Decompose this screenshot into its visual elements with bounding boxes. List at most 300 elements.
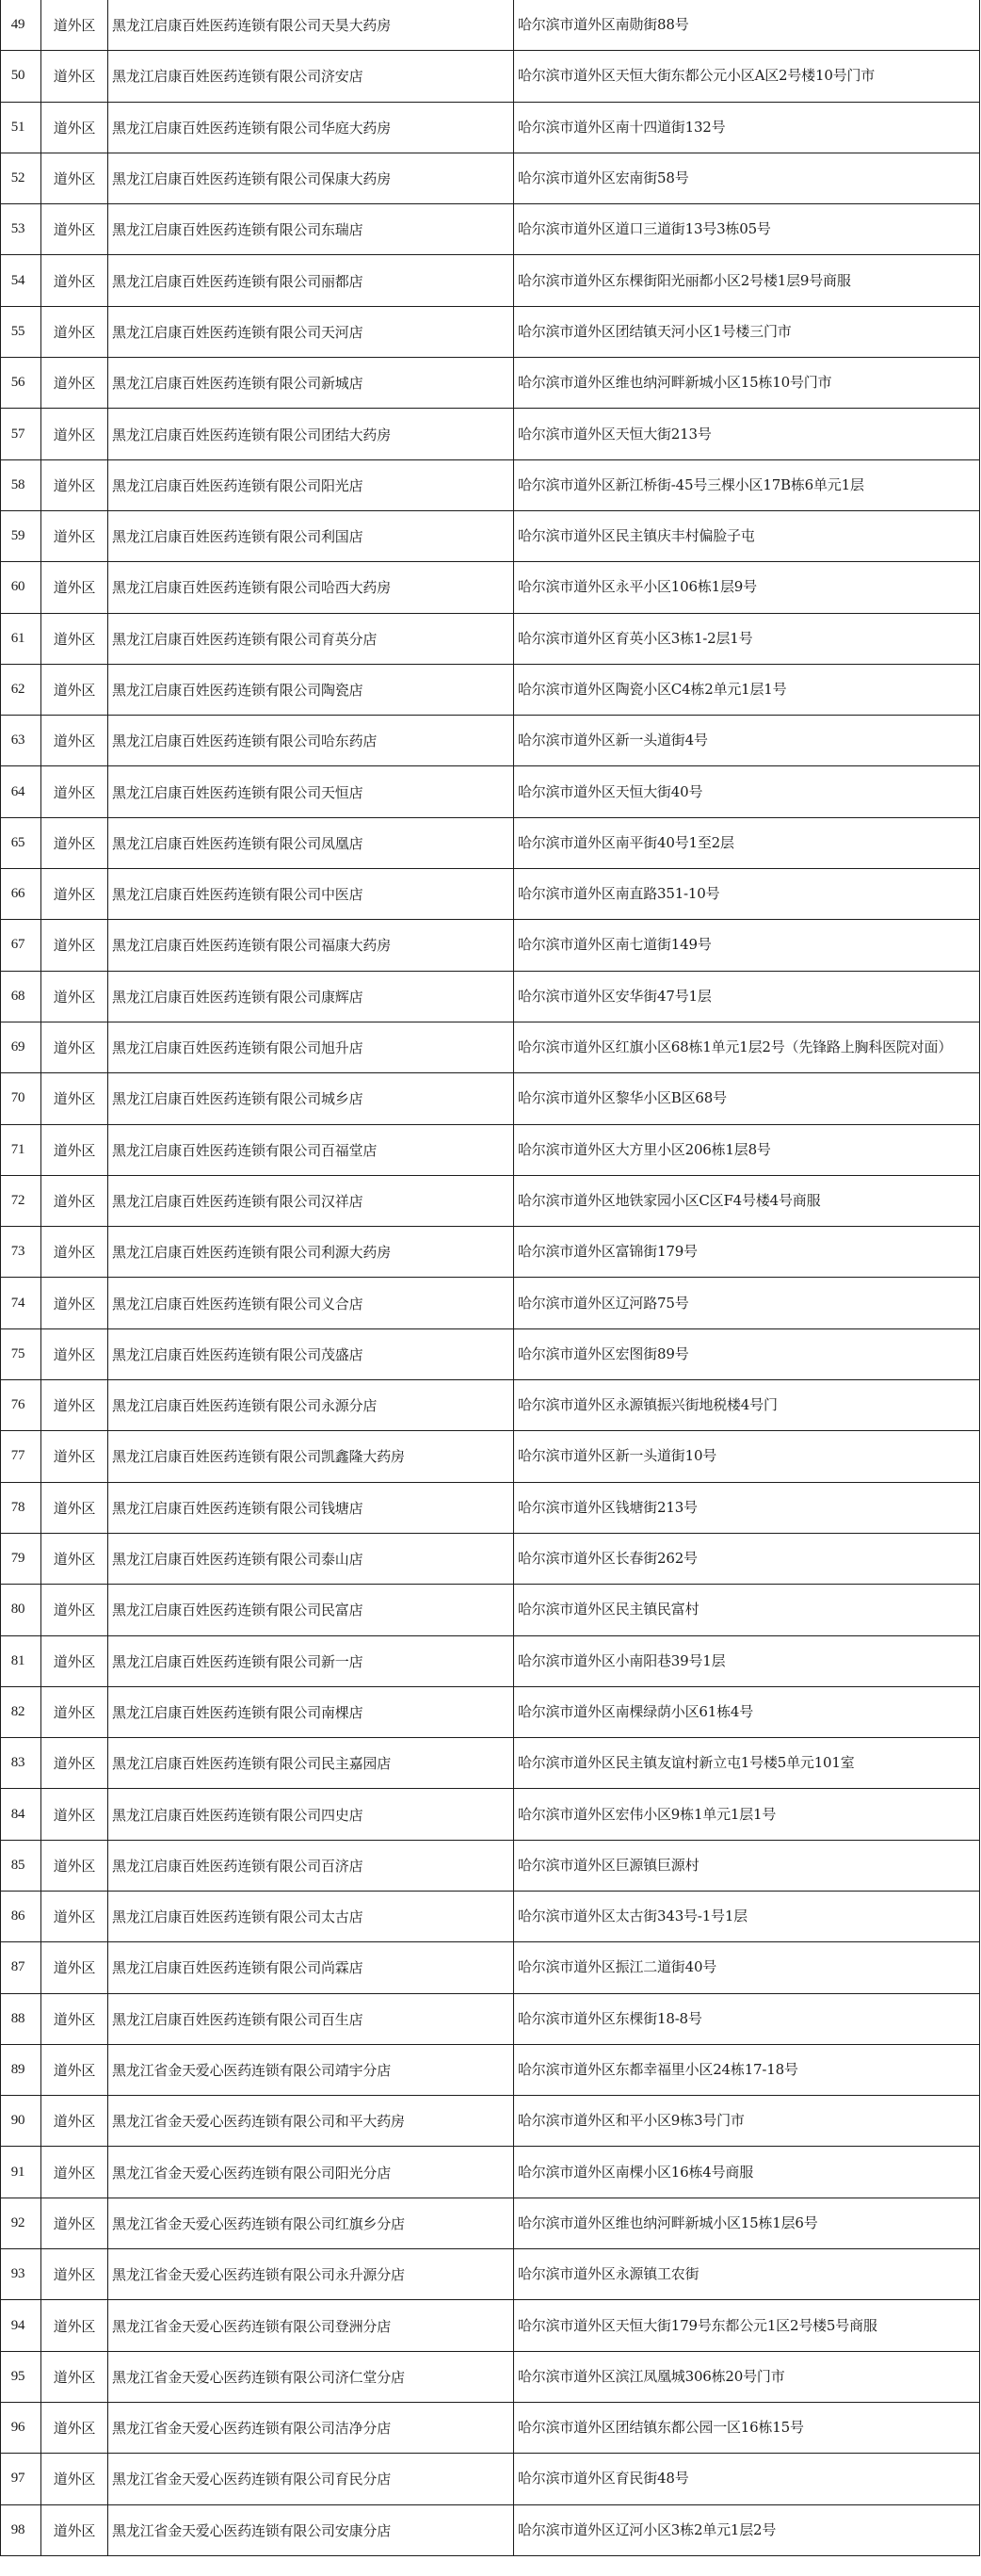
district: 道外区 <box>53 1499 96 1517</box>
row-number-cell <box>1 2096 41 2147</box>
pharmacy-name-cell <box>108 2454 514 2504</box>
district-cell <box>41 51 108 102</box>
row-number: 72 <box>10 1192 25 1208</box>
row-number: 65 <box>10 834 25 850</box>
pharmacy-name: 黑龙江启康百姓医药连锁有限公司凯鑫隆大药房 <box>112 1448 405 1466</box>
pharmacy-name-cell <box>108 0 514 51</box>
district-cell <box>41 920 108 971</box>
row-number: 52 <box>10 170 25 186</box>
table-row <box>1 562 980 613</box>
table-row <box>1 2351 980 2402</box>
table-row <box>1 2454 980 2504</box>
address: 哈尔滨市道外区太古街343号-1号1层 <box>518 1908 748 1925</box>
row-number: 80 <box>10 1602 25 1618</box>
address: 哈尔滨市道外区振江二道街40号 <box>518 1958 717 1976</box>
table-row <box>1 716 980 766</box>
pharmacy-name-cell <box>108 2044 514 2095</box>
pharmacy-name: 黑龙江省金天爱心医药连锁有限公司洁净分店 <box>112 2420 392 2438</box>
row-number: 64 <box>10 783 25 799</box>
district-cell <box>41 1124 108 1175</box>
pharmacy-name-cell <box>108 920 514 971</box>
row-number-cell <box>1 306 41 357</box>
row-number-cell <box>1 1686 41 1737</box>
address: 哈尔滨市道外区天恒大街40号 <box>518 782 703 800</box>
pharmacy-name: 黑龙江启康百姓医药连锁有限公司育英分店 <box>112 630 378 648</box>
address: 哈尔滨市道外区育民街48号 <box>518 2470 689 2487</box>
row-number: 98 <box>10 2521 25 2537</box>
table-row <box>1 1533 980 1584</box>
address-cell <box>514 664 980 715</box>
district-cell <box>41 1993 108 2044</box>
address: 哈尔滨市道外区大方里小区206栋1层8号 <box>518 1140 771 1158</box>
pharmacy-name: 黑龙江启康百姓医药连锁有限公司华庭大药房 <box>112 119 392 137</box>
table-row <box>1 1635 980 1686</box>
row-number: 85 <box>10 1857 25 1873</box>
address: 哈尔滨市道外区新江桥街-45号三棵小区17B栋6单元1层 <box>518 475 864 493</box>
address: 哈尔滨市道外区宏南街58号 <box>518 169 689 187</box>
row-number-cell <box>1 0 41 51</box>
address: 哈尔滨市道外区南棵小区16栋4号商服 <box>518 2163 754 2181</box>
table-row <box>1 2096 980 2147</box>
district-cell <box>41 1635 108 1686</box>
pharmacy-name: 黑龙江启康百姓医药连锁有限公司中医店 <box>112 886 363 904</box>
address: 哈尔滨市道外区辽河路75号 <box>518 1294 689 1312</box>
address-cell <box>514 2198 980 2248</box>
pharmacy-name: 黑龙江启康百姓医药连锁有限公司百济店 <box>112 1857 363 1875</box>
address-cell <box>514 1175 980 1226</box>
pharmacy-name: 黑龙江启康百姓医药连锁有限公司新一店 <box>112 1652 363 1670</box>
pharmacy-name: 黑龙江启康百姓医药连锁有限公司济安店 <box>112 68 363 86</box>
table-row <box>1 255 980 306</box>
pharmacy-name-cell <box>108 459 514 510</box>
district: 道外区 <box>53 1551 96 1569</box>
district: 道外区 <box>53 17 96 35</box>
district-cell <box>41 1431 108 1482</box>
district-cell <box>41 255 108 306</box>
pharmacy-name-cell <box>108 1328 514 1379</box>
address: 哈尔滨市道外区民主镇友谊村新立屯1号楼5单元101室 <box>518 1754 855 1772</box>
district: 道外区 <box>53 886 96 904</box>
pharmacy-name-cell <box>108 1073 514 1124</box>
pharmacy-name-cell <box>108 102 514 153</box>
row-number-cell <box>1 2198 41 2248</box>
district: 道外区 <box>53 1397 96 1415</box>
row-number: 60 <box>10 579 25 595</box>
address: 哈尔滨市道外区新一头道街4号 <box>518 732 708 749</box>
pharmacy-name-cell <box>108 51 514 102</box>
district: 道外区 <box>53 1345 96 1363</box>
pharmacy-name-cell <box>108 1891 514 1941</box>
district-cell <box>41 971 108 1022</box>
district-cell <box>41 1891 108 1941</box>
pharmacy-name: 黑龙江启康百姓医药连锁有限公司泰山店 <box>112 1551 363 1569</box>
table-row <box>1 1073 980 1124</box>
address-cell <box>514 1585 980 1635</box>
district-cell <box>41 817 108 868</box>
pharmacy-name-cell <box>108 2147 514 2198</box>
district-cell <box>41 510 108 561</box>
pharmacy-name-cell <box>108 1585 514 1635</box>
address-cell <box>514 1328 980 1379</box>
table-row <box>1 1022 980 1072</box>
address-cell <box>514 1073 980 1124</box>
row-number: 62 <box>10 682 25 697</box>
pharmacy-name: 黑龙江省金天爱心医药连锁有限公司登洲分店 <box>112 2317 392 2335</box>
district-cell <box>41 664 108 715</box>
pharmacy-name: 黑龙江启康百姓医药连锁有限公司民主嘉园店 <box>112 1755 392 1773</box>
district-cell <box>41 1380 108 1431</box>
row-number: 55 <box>10 323 25 339</box>
row-number-cell <box>1 562 41 613</box>
address-cell <box>514 1431 980 1482</box>
district: 道外区 <box>53 1295 96 1312</box>
pharmacy-name-cell <box>108 306 514 357</box>
address: 哈尔滨市道外区道口三道街13号3栋05号 <box>518 220 771 238</box>
table-row <box>1 306 980 357</box>
row-number: 88 <box>10 2010 25 2026</box>
row-number-cell <box>1 2454 41 2504</box>
address-cell <box>514 459 980 510</box>
district: 道外区 <box>53 783 96 801</box>
address-cell <box>514 1533 980 1584</box>
address: 哈尔滨市道外区永源镇振兴街地税楼4号门 <box>518 1396 778 1414</box>
address-cell <box>514 1993 980 2044</box>
district: 道外区 <box>53 2471 96 2488</box>
table-row <box>1 664 980 715</box>
pharmacy-name: 黑龙江启康百姓医药连锁有限公司利国店 <box>112 528 363 546</box>
address-cell <box>514 817 980 868</box>
district: 道外区 <box>53 1908 96 1926</box>
pharmacy-name: 黑龙江启康百姓医药连锁有限公司天恒店 <box>112 783 363 801</box>
address-cell <box>514 2044 980 2095</box>
row-number-cell <box>1 1993 41 2044</box>
address: 哈尔滨市道外区新一头道街10号 <box>518 1447 717 1465</box>
pharmacy-name-cell <box>108 664 514 715</box>
table-row <box>1 1891 980 1941</box>
row-number: 56 <box>10 375 25 391</box>
address: 哈尔滨市道外区南七道街149号 <box>518 936 712 954</box>
district-cell <box>41 0 108 51</box>
table-row <box>1 1328 980 1379</box>
row-number: 96 <box>10 2420 25 2436</box>
address: 哈尔滨市道外区团结镇东都公园一区16栋15号 <box>518 2419 804 2437</box>
row-number-cell <box>1 2351 41 2402</box>
pharmacy-name-cell <box>108 1840 514 1891</box>
district-cell <box>41 2249 108 2300</box>
pharmacy-name-cell <box>108 255 514 306</box>
district: 道外区 <box>53 1959 96 1977</box>
district-cell <box>41 869 108 920</box>
address-cell <box>514 1789 980 1840</box>
row-number-cell <box>1 1533 41 1584</box>
pharmacy-name: 黑龙江启康百姓医药连锁有限公司百生店 <box>112 2010 363 2028</box>
row-number-cell <box>1 1482 41 1533</box>
pharmacy-name-cell <box>108 510 514 561</box>
row-number: 82 <box>10 1703 25 1719</box>
address: 哈尔滨市道外区宏图街89号 <box>518 1344 689 1362</box>
row-number: 73 <box>10 1244 25 1260</box>
district: 道外区 <box>53 2420 96 2438</box>
pharmacy-name: 黑龙江启康百姓医药连锁有限公司天河店 <box>112 323 363 341</box>
district: 道外区 <box>53 1652 96 1670</box>
district: 道外区 <box>53 426 96 443</box>
pharmacy-name-cell <box>108 358 514 409</box>
row-number-cell <box>1 1073 41 1124</box>
address-cell <box>514 562 980 613</box>
pharmacy-name-cell <box>108 971 514 1022</box>
address: 哈尔滨市道外区天恒大街179号东都公元1区2号楼5号商服 <box>518 2316 877 2334</box>
pharmacy-name-cell <box>108 2351 514 2402</box>
row-number-cell <box>1 1942 41 1993</box>
table-row <box>1 869 980 920</box>
address-cell <box>514 2351 980 2402</box>
district-cell <box>41 1073 108 1124</box>
table-row <box>1 1738 980 1789</box>
row-number: 77 <box>10 1448 25 1464</box>
district: 道外区 <box>53 1755 96 1773</box>
address-cell <box>514 1482 980 1533</box>
pharmacy-name-cell <box>108 2198 514 2248</box>
row-number: 84 <box>10 1806 25 1822</box>
row-number-cell <box>1 1585 41 1635</box>
district: 道外区 <box>53 119 96 137</box>
district: 道外区 <box>53 2266 96 2284</box>
row-number-cell <box>1 2249 41 2300</box>
district: 道外区 <box>53 682 96 699</box>
table-row <box>1 1942 980 1993</box>
address-cell <box>514 613 980 664</box>
district-cell <box>41 1328 108 1379</box>
row-number-cell <box>1 459 41 510</box>
address: 哈尔滨市道外区团结镇天河小区1号楼三门市 <box>518 322 792 340</box>
address: 哈尔滨市道外区陶瓷小区C4栋2单元1层1号 <box>518 681 787 698</box>
district-cell <box>41 1840 108 1891</box>
row-number: 91 <box>10 2164 25 2180</box>
district: 道外区 <box>53 2521 96 2539</box>
pharmacy-name: 黑龙江启康百姓医药连锁有限公司哈东药店 <box>112 733 378 750</box>
address: 哈尔滨市道外区民主镇民富村 <box>518 1601 700 1618</box>
district-cell <box>41 1175 108 1226</box>
district: 道外区 <box>53 1857 96 1875</box>
table-row <box>1 2044 980 2095</box>
district: 道外区 <box>53 1039 96 1057</box>
row-number: 53 <box>10 221 25 237</box>
table-row <box>1 766 980 817</box>
address: 哈尔滨市道外区滨江凤凰城306栋20号门市 <box>518 2367 785 2385</box>
address: 哈尔滨市道外区南棵绿荫小区61栋4号 <box>518 1702 754 1720</box>
district-cell <box>41 409 108 459</box>
table-row <box>1 1585 980 1635</box>
district-cell <box>41 613 108 664</box>
table-row <box>1 2300 980 2351</box>
pharmacy-name-cell <box>108 1738 514 1789</box>
pharmacy-name-cell <box>108 1124 514 1175</box>
district: 道外区 <box>53 2010 96 2028</box>
pharmacy-name-cell <box>108 562 514 613</box>
row-number-cell <box>1 817 41 868</box>
table-row <box>1 920 980 971</box>
table-row <box>1 1482 980 1533</box>
district: 道外区 <box>53 2113 96 2131</box>
address: 哈尔滨市道外区南直路351-10号 <box>518 885 720 903</box>
table-row <box>1 0 980 51</box>
table-row <box>1 1380 980 1431</box>
address-cell <box>514 2454 980 2504</box>
district-cell <box>41 204 108 255</box>
row-number: 61 <box>10 630 25 646</box>
district-cell <box>41 562 108 613</box>
address: 哈尔滨市道外区安华街47号1层 <box>518 987 712 1005</box>
table-row <box>1 459 980 510</box>
district: 道外区 <box>53 375 96 393</box>
address: 哈尔滨市道外区南平街40号1至2层 <box>518 833 734 851</box>
district-cell <box>41 2454 108 2504</box>
row-number-cell <box>1 920 41 971</box>
pharmacy-name: 黑龙江启康百姓医药连锁有限公司新城店 <box>112 375 363 393</box>
pharmacy-name: 黑龙江启康百姓医药连锁有限公司阳光店 <box>112 476 363 494</box>
address: 哈尔滨市道外区东棵街18-8号 <box>518 2009 702 2027</box>
pharmacy-name-cell <box>108 1789 514 1840</box>
address-cell <box>514 869 980 920</box>
row-number-cell <box>1 971 41 1022</box>
district: 道外区 <box>53 1448 96 1466</box>
address: 哈尔滨市道外区南十四道街132号 <box>518 118 726 136</box>
address-cell <box>514 971 980 1022</box>
pharmacy-name: 黑龙江启康百姓医药连锁有限公司太古店 <box>112 1908 363 1926</box>
pharmacy-name: 黑龙江启康百姓医药连锁有限公司福康大药房 <box>112 937 392 955</box>
address-cell <box>514 358 980 409</box>
row-number-cell <box>1 1380 41 1431</box>
district: 道外区 <box>53 221 96 239</box>
district-cell <box>41 1789 108 1840</box>
pharmacy-name: 黑龙江省金天爱心医药连锁有限公司阳光分店 <box>112 2164 392 2182</box>
district: 道外区 <box>53 733 96 750</box>
row-number-cell <box>1 510 41 561</box>
district: 道外区 <box>53 937 96 955</box>
row-number-cell <box>1 1789 41 1840</box>
address-cell <box>514 2504 980 2555</box>
table-row <box>1 51 980 102</box>
address: 哈尔滨市道外区东棵街阳光丽都小区2号楼1层9号商服 <box>518 271 851 289</box>
row-number: 74 <box>10 1295 25 1311</box>
row-number-cell <box>1 204 41 255</box>
pharmacy-name: 黑龙江启康百姓医药连锁有限公司天昊大药房 <box>112 17 392 35</box>
address: 哈尔滨市道外区小南阳巷39号1层 <box>518 1651 726 1669</box>
row-number-cell <box>1 2402 41 2453</box>
pharmacy-name-cell <box>108 716 514 766</box>
district-cell <box>41 2402 108 2453</box>
row-number-cell <box>1 51 41 102</box>
row-number: 90 <box>10 2113 25 2129</box>
address-cell <box>514 2249 980 2300</box>
table-row <box>1 971 980 1022</box>
pharmacy-name: 黑龙江启康百姓医药连锁有限公司陶瓷店 <box>112 682 363 699</box>
district: 道外区 <box>53 528 96 546</box>
address-cell <box>514 716 980 766</box>
address: 哈尔滨市道外区钱塘街213号 <box>518 1498 698 1516</box>
row-number: 83 <box>10 1755 25 1771</box>
row-number-cell <box>1 766 41 817</box>
district: 道外区 <box>53 1244 96 1262</box>
pharmacy-name-cell <box>108 2504 514 2555</box>
address: 哈尔滨市道外区永平小区106栋1层9号 <box>518 578 757 596</box>
pharmacy-name: 黑龙江启康百姓医药连锁有限公司城乡店 <box>112 1090 363 1108</box>
table-row <box>1 1686 980 1737</box>
table-row <box>1 1789 980 1840</box>
table-row <box>1 2147 980 2198</box>
pharmacy-name: 黑龙江省金天爱心医药连锁有限公司靖宇分店 <box>112 2062 392 2080</box>
pharmacy-name: 黑龙江启康百姓医药连锁有限公司利源大药房 <box>112 1244 392 1262</box>
row-number-cell <box>1 153 41 203</box>
address-cell <box>514 306 980 357</box>
row-number-cell <box>1 1431 41 1482</box>
address-cell <box>514 0 980 51</box>
row-number: 92 <box>10 2214 25 2230</box>
row-number: 87 <box>10 1959 25 1975</box>
row-number: 69 <box>10 1039 25 1055</box>
address: 哈尔滨市道外区维也纳河畔新城小区15栋1层6号 <box>518 2214 818 2231</box>
row-number-cell <box>1 1278 41 1328</box>
table-row <box>1 409 980 459</box>
row-number: 79 <box>10 1551 25 1567</box>
district-cell <box>41 2300 108 2351</box>
row-number: 89 <box>10 2062 25 2078</box>
district-cell <box>41 1022 108 1072</box>
address: 哈尔滨市道外区永源镇工农街 <box>518 2265 700 2283</box>
row-number: 51 <box>10 119 25 135</box>
row-number: 57 <box>10 426 25 442</box>
pharmacy-name: 黑龙江启康百姓医药连锁有限公司尚霖店 <box>112 1959 363 1977</box>
row-number-cell <box>1 2504 41 2555</box>
pharmacy-name: 黑龙江省金天爱心医药连锁有限公司红旗乡分店 <box>112 2214 405 2232</box>
table-row <box>1 153 980 203</box>
pharmacy-name-cell <box>108 2300 514 2351</box>
address: 哈尔滨市道外区维也纳河畔新城小区15栋10号门市 <box>518 374 832 392</box>
row-number: 76 <box>10 1397 25 1413</box>
address: 哈尔滨市道外区育英小区3栋1-2层1号 <box>518 629 753 647</box>
row-number-cell <box>1 409 41 459</box>
address-cell <box>514 51 980 102</box>
district-cell <box>41 1533 108 1584</box>
table-row <box>1 613 980 664</box>
row-number: 66 <box>10 886 25 902</box>
table-body <box>1 0 980 2555</box>
district: 道外区 <box>53 2214 96 2232</box>
pharmacy-name-cell <box>108 204 514 255</box>
district: 道外区 <box>53 476 96 494</box>
district-cell <box>41 2147 108 2198</box>
row-number: 63 <box>10 733 25 749</box>
district: 道外区 <box>53 1090 96 1108</box>
row-number-cell <box>1 358 41 409</box>
address-cell <box>514 510 980 561</box>
district-cell <box>41 459 108 510</box>
pharmacy-name-cell <box>108 409 514 459</box>
row-number-cell <box>1 1738 41 1789</box>
pharmacy-name-cell <box>108 2096 514 2147</box>
district: 道外区 <box>53 1192 96 1210</box>
pharmacy-name: 黑龙江启康百姓医药连锁有限公司民富店 <box>112 1602 363 1619</box>
row-number-cell <box>1 2044 41 2095</box>
address-cell <box>514 1124 980 1175</box>
address-cell <box>514 255 980 306</box>
district-cell <box>41 1482 108 1533</box>
row-number: 81 <box>10 1652 25 1668</box>
district: 道外区 <box>53 988 96 1006</box>
pharmacy-name: 黑龙江启康百姓医药连锁有限公司旭升店 <box>112 1039 363 1057</box>
address-cell <box>514 1840 980 1891</box>
pharmacy-name-cell <box>108 1278 514 1328</box>
